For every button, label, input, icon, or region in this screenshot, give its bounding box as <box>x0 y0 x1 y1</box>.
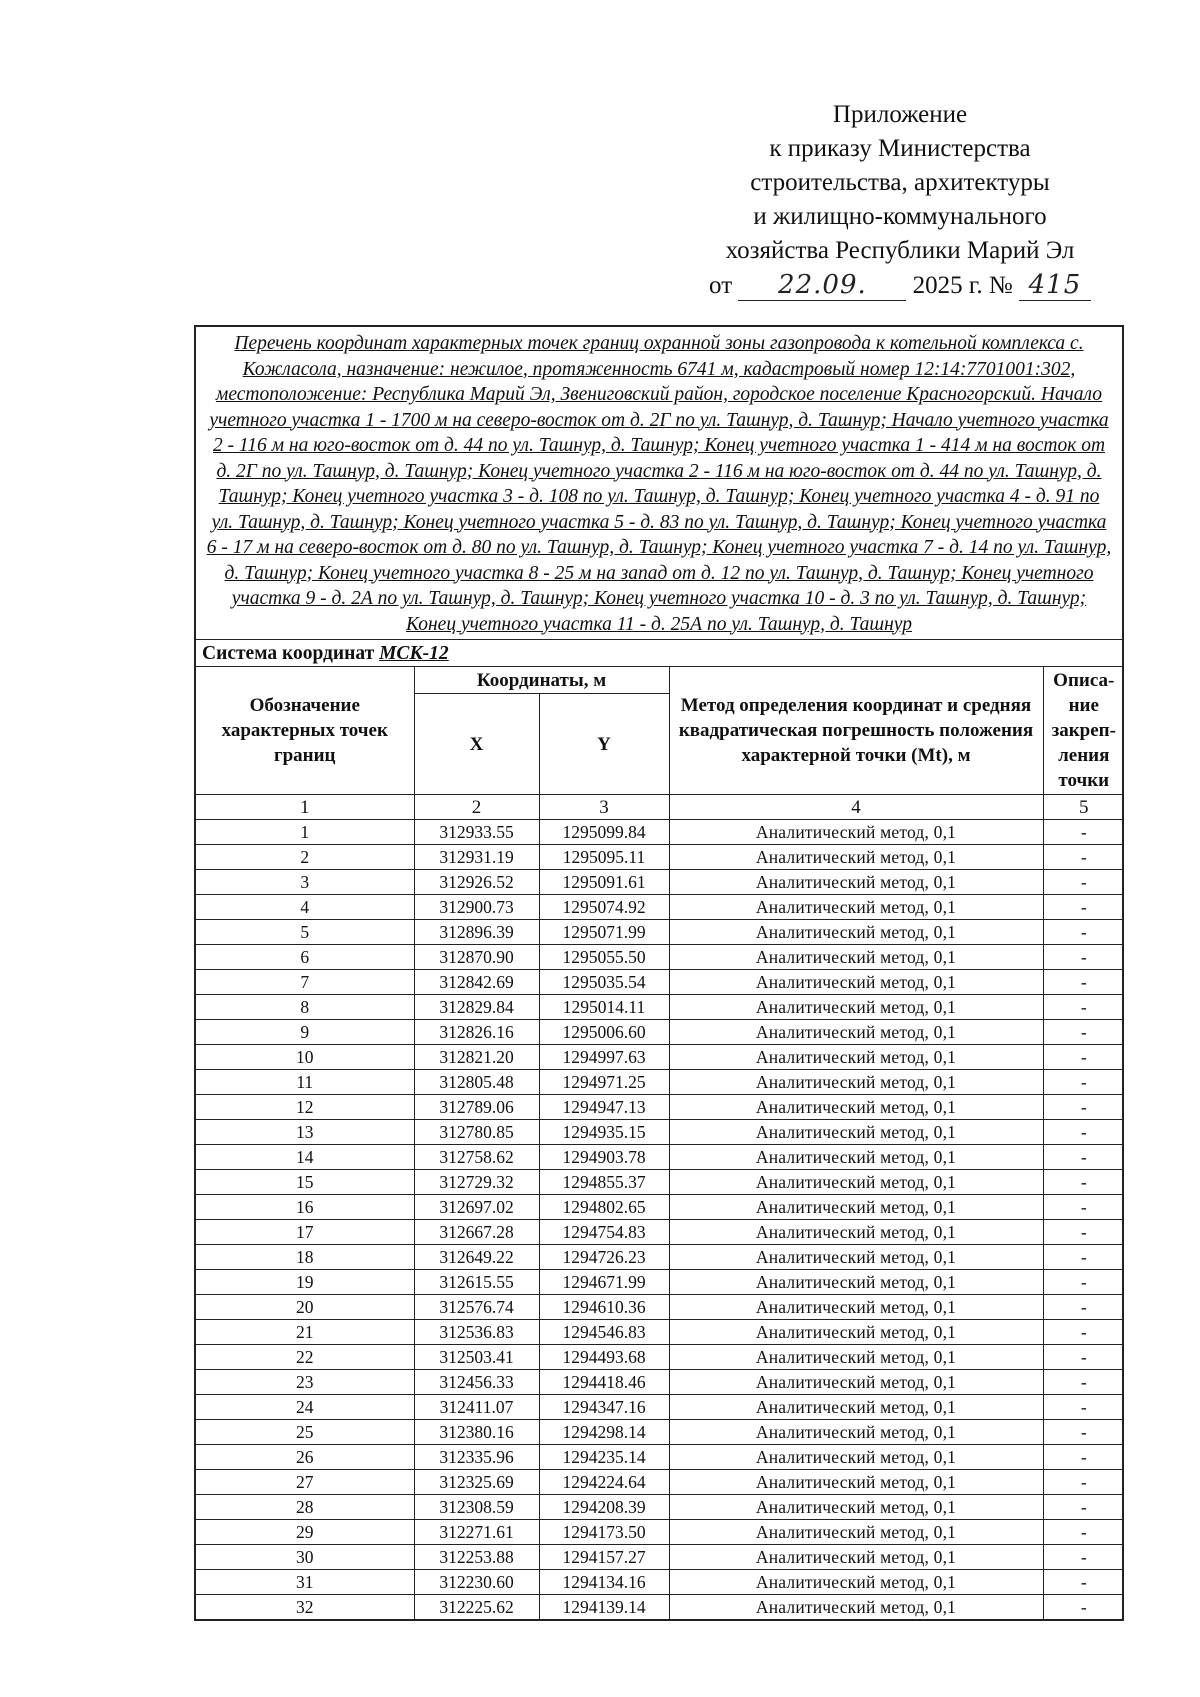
table-row <box>196 1495 1124 1520</box>
point-id-cell: 12 <box>196 1095 414 1120</box>
column-index: 3 <box>539 795 669 820</box>
y-header: Y <box>539 694 669 795</box>
method-cell: Аналитический метод, 0,1 <box>669 1495 1043 1520</box>
fixing-description-cell: - <box>1043 845 1124 870</box>
y-coordinate-cell: 1294855.37 <box>539 1170 669 1195</box>
point-id-cell: 6 <box>196 945 414 970</box>
method-cell: Аналитический метод, 0,1 <box>669 1420 1043 1445</box>
column-index: 1 <box>196 795 414 820</box>
method-cell: Аналитический метод, 0,1 <box>669 845 1043 870</box>
table-row <box>196 920 1124 945</box>
x-coordinate-cell: 312649.22 <box>414 1245 539 1270</box>
table-row <box>196 1020 1124 1045</box>
method-cell: Аналитический метод, 0,1 <box>669 1470 1043 1495</box>
y-coordinate-cell: 1294139.14 <box>539 1595 669 1620</box>
point-id-cell: 11 <box>196 1070 414 1095</box>
y-coordinate-cell: 1294134.16 <box>539 1570 669 1595</box>
point-id-cell: 10 <box>196 1045 414 1070</box>
x-coordinate-cell: 312821.20 <box>414 1045 539 1070</box>
header-line: к приказу Министерства <box>769 135 1031 162</box>
y-coordinate-cell: 1294610.36 <box>539 1295 669 1320</box>
point-id-cell: 31 <box>196 1570 414 1595</box>
y-coordinate-cell: 1295006.60 <box>539 1020 669 1045</box>
x-coordinate-cell: 312697.02 <box>414 1195 539 1220</box>
y-coordinate-cell: 1295071.99 <box>539 920 669 945</box>
table-row <box>196 995 1124 1020</box>
fixing-description-cell: - <box>1043 1570 1124 1595</box>
fixing-description-cell: - <box>1043 1270 1124 1295</box>
table-row <box>196 1545 1124 1570</box>
x-coordinate-cell: 312615.55 <box>414 1270 539 1295</box>
x-coordinate-cell: 312271.61 <box>414 1520 539 1545</box>
order-year-label: 2025 г. № <box>912 272 1013 299</box>
method-cell: Аналитический метод, 0,1 <box>669 1070 1043 1095</box>
handwritten-date: 22.09. <box>778 270 867 300</box>
fixing-description-cell: - <box>1043 1070 1124 1095</box>
header-line: хозяйства Республики Марий Эл <box>725 237 1075 264</box>
table-row <box>196 1520 1124 1545</box>
y-coordinate-cell: 1294493.68 <box>539 1345 669 1370</box>
handwritten-number: 415 <box>1028 270 1082 300</box>
method-cell: Аналитический метод, 0,1 <box>669 1345 1043 1370</box>
x-coordinate-cell: 312380.16 <box>414 1420 539 1445</box>
fixing-description-cell: - <box>1043 1120 1124 1145</box>
table-row <box>196 1370 1124 1395</box>
point-id-cell: 13 <box>196 1120 414 1145</box>
fixing-description-cell: - <box>1043 1545 1124 1570</box>
fixing-description-cell: - <box>1043 1170 1124 1195</box>
y-coordinate-cell: 1294947.13 <box>539 1095 669 1120</box>
point-id-cell: 4 <box>196 895 414 920</box>
point-id-cell: 32 <box>196 1595 414 1620</box>
x-coordinate-cell: 312456.33 <box>414 1370 539 1395</box>
x-coordinate-cell: 312931.19 <box>414 845 539 870</box>
fixing-description-cell: - <box>1043 1195 1124 1220</box>
method-cell: Аналитический метод, 0,1 <box>669 1245 1043 1270</box>
x-coordinate-cell: 312536.83 <box>414 1320 539 1345</box>
x-coordinate-cell: 312729.32 <box>414 1170 539 1195</box>
fixing-description-cell: - <box>1043 920 1124 945</box>
method-cell: Аналитический метод, 0,1 <box>669 870 1043 895</box>
point-id-cell: 30 <box>196 1545 414 1570</box>
table-row <box>196 1120 1124 1145</box>
x-coordinate-cell: 312826.16 <box>414 1020 539 1045</box>
header-line: строительства, архитектуры <box>750 169 1050 196</box>
point-id-cell: 1 <box>196 820 414 845</box>
point-id-cell: 8 <box>196 995 414 1020</box>
x-header: X <box>414 694 539 795</box>
y-coordinate-cell: 1295091.61 <box>539 870 669 895</box>
method-cell: Аналитический метод, 0,1 <box>669 1020 1043 1045</box>
point-id-cell: 16 <box>196 1195 414 1220</box>
y-coordinate-cell: 1295099.84 <box>539 820 669 845</box>
table-row <box>196 1595 1124 1620</box>
fixing-description-cell: - <box>1043 895 1124 920</box>
x-coordinate-cell: 312335.96 <box>414 1445 539 1470</box>
method-cell: Аналитический метод, 0,1 <box>669 1595 1043 1620</box>
method-cell: Аналитический метод, 0,1 <box>669 1395 1043 1420</box>
date-prefix: от <box>709 272 733 299</box>
y-coordinate-cell: 1294971.25 <box>539 1070 669 1095</box>
method-cell: Аналитический метод, 0,1 <box>669 1120 1043 1145</box>
x-coordinate-cell: 312667.28 <box>414 1220 539 1245</box>
table-row <box>196 1070 1124 1095</box>
method-cell: Аналитический метод, 0,1 <box>669 895 1043 920</box>
x-coordinate-cell: 312253.88 <box>414 1545 539 1570</box>
table-row <box>196 820 1124 845</box>
fixing-description-cell: - <box>1043 1145 1124 1170</box>
table-row <box>196 1270 1124 1295</box>
fixing-description-cell: - <box>1043 1470 1124 1495</box>
table-row <box>196 1420 1124 1445</box>
fixing-description-cell: - <box>1043 820 1124 845</box>
table-row <box>196 1095 1124 1120</box>
fixing-description-cell: - <box>1043 1045 1124 1070</box>
fixing-description-cell: - <box>1043 995 1124 1020</box>
y-coordinate-cell: 1294235.14 <box>539 1445 669 1470</box>
fixing-description-cell: - <box>1043 1395 1124 1420</box>
point-id-cell: 28 <box>196 1495 414 1520</box>
point-id-cell: 24 <box>196 1395 414 1420</box>
header-line: и жилищно-коммунального <box>753 203 1047 230</box>
method-header: Метод определения координат и средняя квадратическая погрешность положения характерной точки (Mt), м <box>669 667 1043 795</box>
point-id-cell: 26 <box>196 1445 414 1470</box>
y-coordinate-cell: 1295035.54 <box>539 970 669 995</box>
table-row <box>196 1220 1124 1245</box>
method-cell: Аналитический метод, 0,1 <box>669 1220 1043 1245</box>
y-coordinate-cell: 1294208.39 <box>539 1495 669 1520</box>
y-coordinate-cell: 1294671.99 <box>539 1270 669 1295</box>
method-cell: Аналитический метод, 0,1 <box>669 1445 1043 1470</box>
x-coordinate-cell: 312829.84 <box>414 995 539 1020</box>
coordinates-table <box>196 640 1124 1619</box>
zone-description: Перечень координат характерных точек границ охранной зоны газопровода к котельной комплекса с. Кожласола, назначение: нежилое, протяженность 6741 м, кадастровый номер 12:14:7701001:302, местоположение: Республика Марий Эл, Звениговский район, городское поселение Красногорский. Начало учетного участка 1 - 1700 м на северо-восток от д. 2Г по ул. Ташнур, д. Ташнур; Начало учетного участка 2 - 116 м на юго-восток от д. 44 по ул. Ташнур, д. Ташнур; Конец учетного участка 1 - 414 м на восток от д. 2Г по ул. Ташнур, д. Ташнур; Конец учетного участка 2 - 116 м на юго-восток от д. 44 по ул. Ташнур, д. Ташнур; Конец учетного участка 3 - д. 108 по ул. Ташнур, д. Ташнур; Конец учетного участка 4 - д. 91 по ул. Ташнур, д. Ташнур; Конец учетного участка 5 - д. 83 по ул. Ташнур, д. Ташнур; Конец учетного участка 6 - 17 м на северо-восток от д. 80 по ул. Ташнур, д. Ташнур; Конец учетного участка 7 - д. 14 по ул. Ташнур, д. Ташнур; Конец учетного участка 8 - 25 м на запад от д. 12 по ул. Ташнур, д. Ташнур; Конец учетного участка 9 - д. 2А по ул. Ташнур, д. Ташнур; Конец учетного участка 10 - д. 3 по ул. Ташнур, д. Ташнур; Конец учетного участка 11 - д. 25А по ул. Ташнур, д. Ташнур <box>196 327 1122 640</box>
point-id-cell: 3 <box>196 870 414 895</box>
method-cell: Аналитический метод, 0,1 <box>669 1145 1043 1170</box>
method-cell: Аналитический метод, 0,1 <box>669 1570 1043 1595</box>
fixing-description-cell: - <box>1043 1320 1124 1345</box>
y-coordinate-cell: 1294726.23 <box>539 1245 669 1270</box>
x-coordinate-cell: 312780.85 <box>414 1120 539 1145</box>
method-cell: Аналитический метод, 0,1 <box>669 1320 1043 1345</box>
x-coordinate-cell: 312758.62 <box>414 1145 539 1170</box>
point-id-cell: 29 <box>196 1520 414 1545</box>
fixing-description-cell: - <box>1043 970 1124 995</box>
fixing-description-cell: - <box>1043 870 1124 895</box>
method-cell: Аналитический метод, 0,1 <box>669 1370 1043 1395</box>
x-coordinate-cell: 312308.59 <box>414 1495 539 1520</box>
method-cell: Аналитический метод, 0,1 <box>669 1295 1043 1320</box>
table-row <box>196 1195 1124 1220</box>
coordinates-document <box>194 325 1124 1621</box>
method-cell: Аналитический метод, 0,1 <box>669 945 1043 970</box>
fixing-description-cell: - <box>1043 1495 1124 1520</box>
fixing-description-cell: - <box>1043 1095 1124 1120</box>
method-cell: Аналитический метод, 0,1 <box>669 1170 1043 1195</box>
header-row <box>196 667 1124 694</box>
method-cell: Аналитический метод, 0,1 <box>669 1545 1043 1570</box>
method-cell: Аналитический метод, 0,1 <box>669 920 1043 945</box>
y-coordinate-cell: 1294347.16 <box>539 1395 669 1420</box>
column-index-row <box>196 795 1124 820</box>
fixing-description-cell: - <box>1043 1595 1124 1620</box>
fixing-description-cell: - <box>1043 1370 1124 1395</box>
method-cell: Аналитический метод, 0,1 <box>669 1520 1043 1545</box>
point-id-cell: 2 <box>196 845 414 870</box>
coordinates-header: Координаты, м <box>414 667 669 694</box>
fixing-description-header: Описа- ние закреп- ления точки <box>1043 667 1124 795</box>
coord-system-label: Система координат <box>202 642 375 664</box>
column-index: 5 <box>1043 795 1124 820</box>
column-index: 2 <box>414 795 539 820</box>
y-coordinate-cell: 1294418.46 <box>539 1370 669 1395</box>
x-coordinate-cell: 312933.55 <box>414 820 539 845</box>
table-row <box>196 1345 1124 1370</box>
table-row <box>196 1170 1124 1195</box>
fixing-description-cell: - <box>1043 1345 1124 1370</box>
method-cell: Аналитический метод, 0,1 <box>669 1045 1043 1070</box>
x-coordinate-cell: 312900.73 <box>414 895 539 920</box>
method-cell: Аналитический метод, 0,1 <box>669 1095 1043 1120</box>
table-row <box>196 895 1124 920</box>
method-cell: Аналитический метод, 0,1 <box>669 820 1043 845</box>
table-row <box>196 1470 1124 1495</box>
designation-header: Обозначение характерных точек границ <box>196 667 414 795</box>
y-coordinate-cell: 1294997.63 <box>539 1045 669 1070</box>
y-coordinate-cell: 1295014.11 <box>539 995 669 1020</box>
method-cell: Аналитический метод, 0,1 <box>669 1195 1043 1220</box>
appendix-header <box>690 98 1110 303</box>
x-coordinate-cell: 312896.39 <box>414 920 539 945</box>
x-coordinate-cell: 312325.69 <box>414 1470 539 1495</box>
point-id-cell: 18 <box>196 1245 414 1270</box>
y-coordinate-cell: 1295095.11 <box>539 845 669 870</box>
y-coordinate-cell: 1294298.14 <box>539 1420 669 1445</box>
x-coordinate-cell: 312926.52 <box>414 870 539 895</box>
fixing-description-cell: - <box>1043 1295 1124 1320</box>
x-coordinate-cell: 312503.41 <box>414 1345 539 1370</box>
table-row <box>196 1445 1124 1470</box>
point-id-cell: 7 <box>196 970 414 995</box>
y-coordinate-cell: 1295074.92 <box>539 895 669 920</box>
table-row <box>196 870 1124 895</box>
point-id-cell: 14 <box>196 1145 414 1170</box>
x-coordinate-cell: 312870.90 <box>414 945 539 970</box>
coord-system-row <box>196 640 1124 667</box>
fixing-description-cell: - <box>1043 1520 1124 1545</box>
column-index: 4 <box>669 795 1043 820</box>
y-coordinate-cell: 1294754.83 <box>539 1220 669 1245</box>
table-row <box>196 1295 1124 1320</box>
order-date-line <box>690 269 1110 303</box>
y-coordinate-cell: 1294173.50 <box>539 1520 669 1545</box>
point-id-cell: 17 <box>196 1220 414 1245</box>
x-coordinate-cell: 312789.06 <box>414 1095 539 1120</box>
order-number-field <box>1019 271 1091 301</box>
point-id-cell: 21 <box>196 1320 414 1345</box>
table-row <box>196 945 1124 970</box>
y-coordinate-cell: 1294546.83 <box>539 1320 669 1345</box>
y-coordinate-cell: 1294935.15 <box>539 1120 669 1145</box>
point-id-cell: 19 <box>196 1270 414 1295</box>
coord-system-value: МСК-12 <box>379 642 449 664</box>
coord-system-cell <box>196 640 1124 667</box>
point-id-cell: 20 <box>196 1295 414 1320</box>
y-coordinate-cell: 1294157.27 <box>539 1545 669 1570</box>
y-coordinate-cell: 1294224.64 <box>539 1470 669 1495</box>
y-coordinate-cell: 1295055.50 <box>539 945 669 970</box>
table-row <box>196 970 1124 995</box>
point-id-cell: 23 <box>196 1370 414 1395</box>
fixing-description-cell: - <box>1043 1220 1124 1245</box>
header-line: Приложение <box>832 101 968 128</box>
order-date-field <box>738 271 906 301</box>
fixing-description-cell: - <box>1043 1020 1124 1045</box>
point-id-cell: 25 <box>196 1420 414 1445</box>
table-row <box>196 845 1124 870</box>
fixing-description-cell: - <box>1043 1420 1124 1445</box>
x-coordinate-cell: 312225.62 <box>414 1595 539 1620</box>
point-id-cell: 15 <box>196 1170 414 1195</box>
table-row <box>196 1570 1124 1595</box>
table-row <box>196 1320 1124 1345</box>
method-cell: Аналитический метод, 0,1 <box>669 970 1043 995</box>
point-id-cell: 9 <box>196 1020 414 1045</box>
method-cell: Аналитический метод, 0,1 <box>669 1270 1043 1295</box>
point-id-cell: 5 <box>196 920 414 945</box>
point-id-cell: 27 <box>196 1470 414 1495</box>
x-coordinate-cell: 312230.60 <box>414 1570 539 1595</box>
point-id-cell: 22 <box>196 1345 414 1370</box>
table-row <box>196 1045 1124 1070</box>
fixing-description-cell: - <box>1043 1445 1124 1470</box>
x-coordinate-cell: 312842.69 <box>414 970 539 995</box>
x-coordinate-cell: 312576.74 <box>414 1295 539 1320</box>
table-row <box>196 1245 1124 1270</box>
method-cell: Аналитический метод, 0,1 <box>669 995 1043 1020</box>
table-row <box>196 1145 1124 1170</box>
x-coordinate-cell: 312411.07 <box>414 1395 539 1420</box>
y-coordinate-cell: 1294903.78 <box>539 1145 669 1170</box>
y-coordinate-cell: 1294802.65 <box>539 1195 669 1220</box>
fixing-description-cell: - <box>1043 1245 1124 1270</box>
fixing-description-cell: - <box>1043 945 1124 970</box>
x-coordinate-cell: 312805.48 <box>414 1070 539 1095</box>
table-row <box>196 1395 1124 1420</box>
